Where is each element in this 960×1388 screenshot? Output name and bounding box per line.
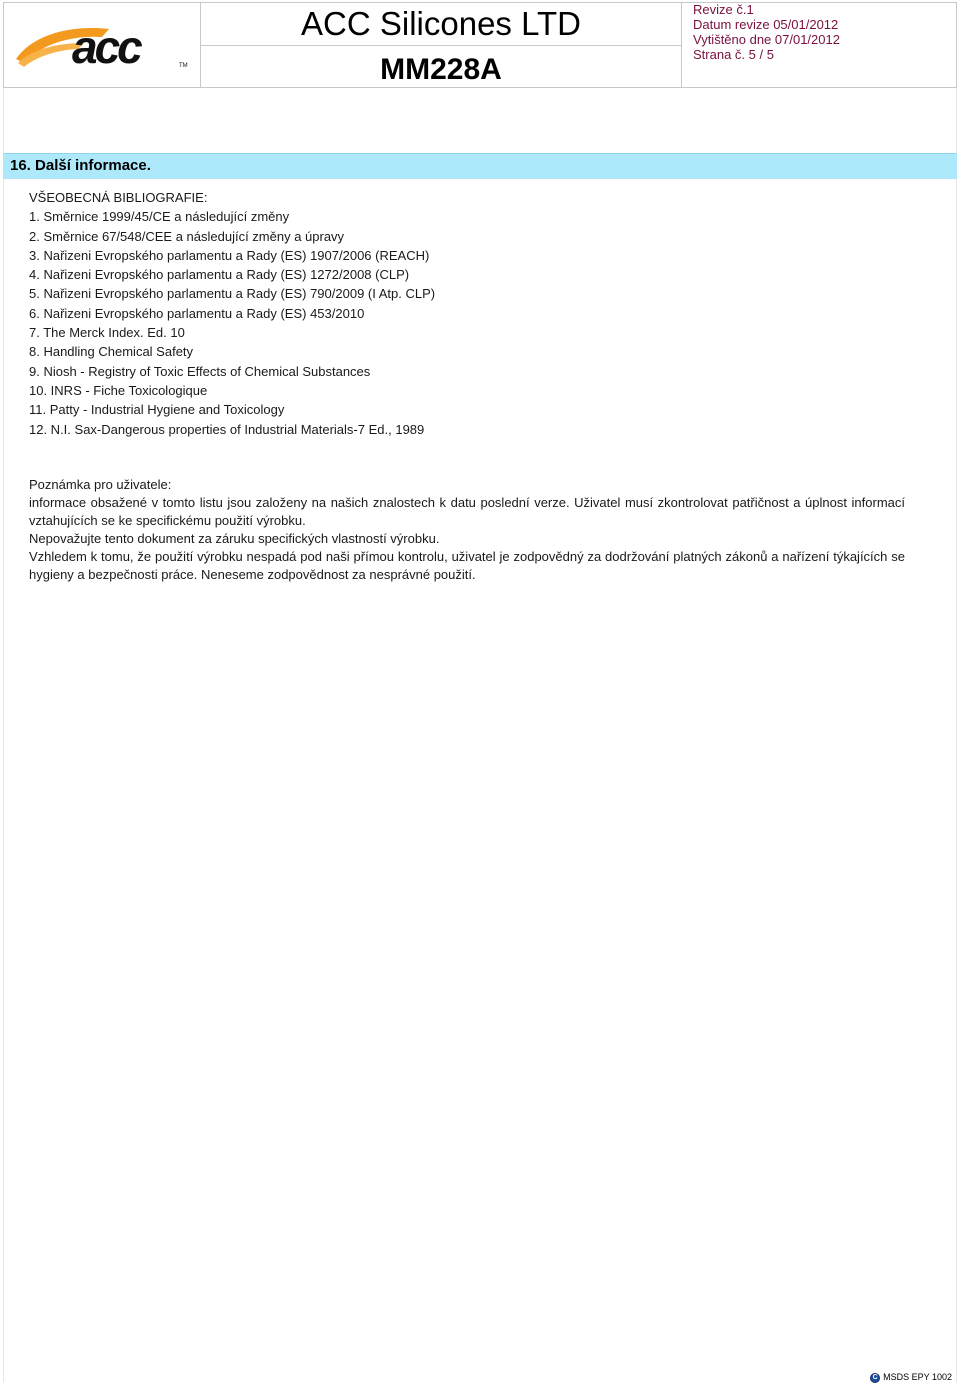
list-item: 1. Směrnice 1999/45/CE a následující změny [29, 209, 290, 225]
bibliography [29, 188, 929, 439]
section-title: 16. Další informace. [10, 157, 151, 174]
revision-date: Datum revize 05/01/2012 [693, 17, 839, 32]
user-notes [29, 476, 905, 584]
list-item: 4. Nařizeni Evropského parlamentu a Rady (ES) 1272/2008 (CLP) [29, 267, 410, 283]
page-number: Strana č. 5 / 5 [693, 47, 774, 62]
notes-paragraph-3: Vzhledem k tomu, že použití výrobku nespadá pod naši přímou kontrolu, uživatel je zodpovědný za dodržování platných zákonů a nařízení týkajících se hygieny a bezpečnosti práce. Neneseme zodpovědnost za nesprávné použití. [29, 549, 905, 582]
bibliography-heading: VŠEOBECNÁ BIBLIOGRAFIE: [29, 190, 208, 205]
footer-label: MSDS EPY 1002 [883, 1372, 952, 1382]
notes-paragraph-2: Nepovažujte tento dokument za záruku specifických vlastností výrobku. [29, 531, 440, 546]
company-name: ACC Silicones LTD [201, 3, 681, 46]
list-item: 9. Niosh - Registry of Toxic Effects of Chemical Substances [29, 363, 371, 379]
list-item: 5. Nařizeni Evropského parlamentu a Rady (ES) 790/2009 (I Atp. CLP) [29, 286, 436, 302]
copyright-icon: C [870, 1373, 880, 1383]
notes-paragraph-1: informace obsažené v tomto listu jsou založeny na našich znalostech k datu poslední verze. Uživatel musí zkontrolovat patřičnost a úplnost informací vztahujících se ke specifickému použití výrobku. [29, 495, 905, 528]
svg-text:acc: acc [72, 21, 140, 71]
title-block [201, 3, 682, 87]
footer [870, 1372, 952, 1383]
acc-logo-icon [14, 19, 190, 71]
product-name: MM228A [380, 53, 502, 86]
printed-date: Vytištěno dne 07/01/2012 [693, 32, 840, 47]
list-item: 12. N.I. Sax-Dangerous properties of Industrial Materials-7 Ed., 1989 [29, 421, 425, 437]
list-item: 8. Handling Chemical Safety [29, 344, 194, 360]
company-logo [4, 3, 201, 87]
list-item: 6. Nařizeni Evropského parlamentu a Rady (ES) 453/2010 [29, 305, 365, 321]
list-item: 7. The Merck Index. Ed. 10 [29, 325, 185, 341]
list-item: 3. Nařizeni Evropského parlamentu a Rady (ES) 1907/2006 (REACH) [29, 247, 430, 263]
list-item: 11. Patty - Industrial Hygiene and Toxicology [29, 402, 285, 418]
section-heading-bar [3, 153, 957, 179]
document-meta [693, 2, 943, 62]
list-item: 2. Směrnice 67/548/CEE a následující změny a úpravy [29, 228, 345, 244]
list-item: 10. INRS - Fiche Toxicologique [29, 382, 208, 398]
notes-heading: Poznámka pro uživatele: [29, 477, 172, 492]
revision-number: Revize č.1 [693, 2, 754, 17]
svg-text:TM: TM [179, 63, 188, 69]
